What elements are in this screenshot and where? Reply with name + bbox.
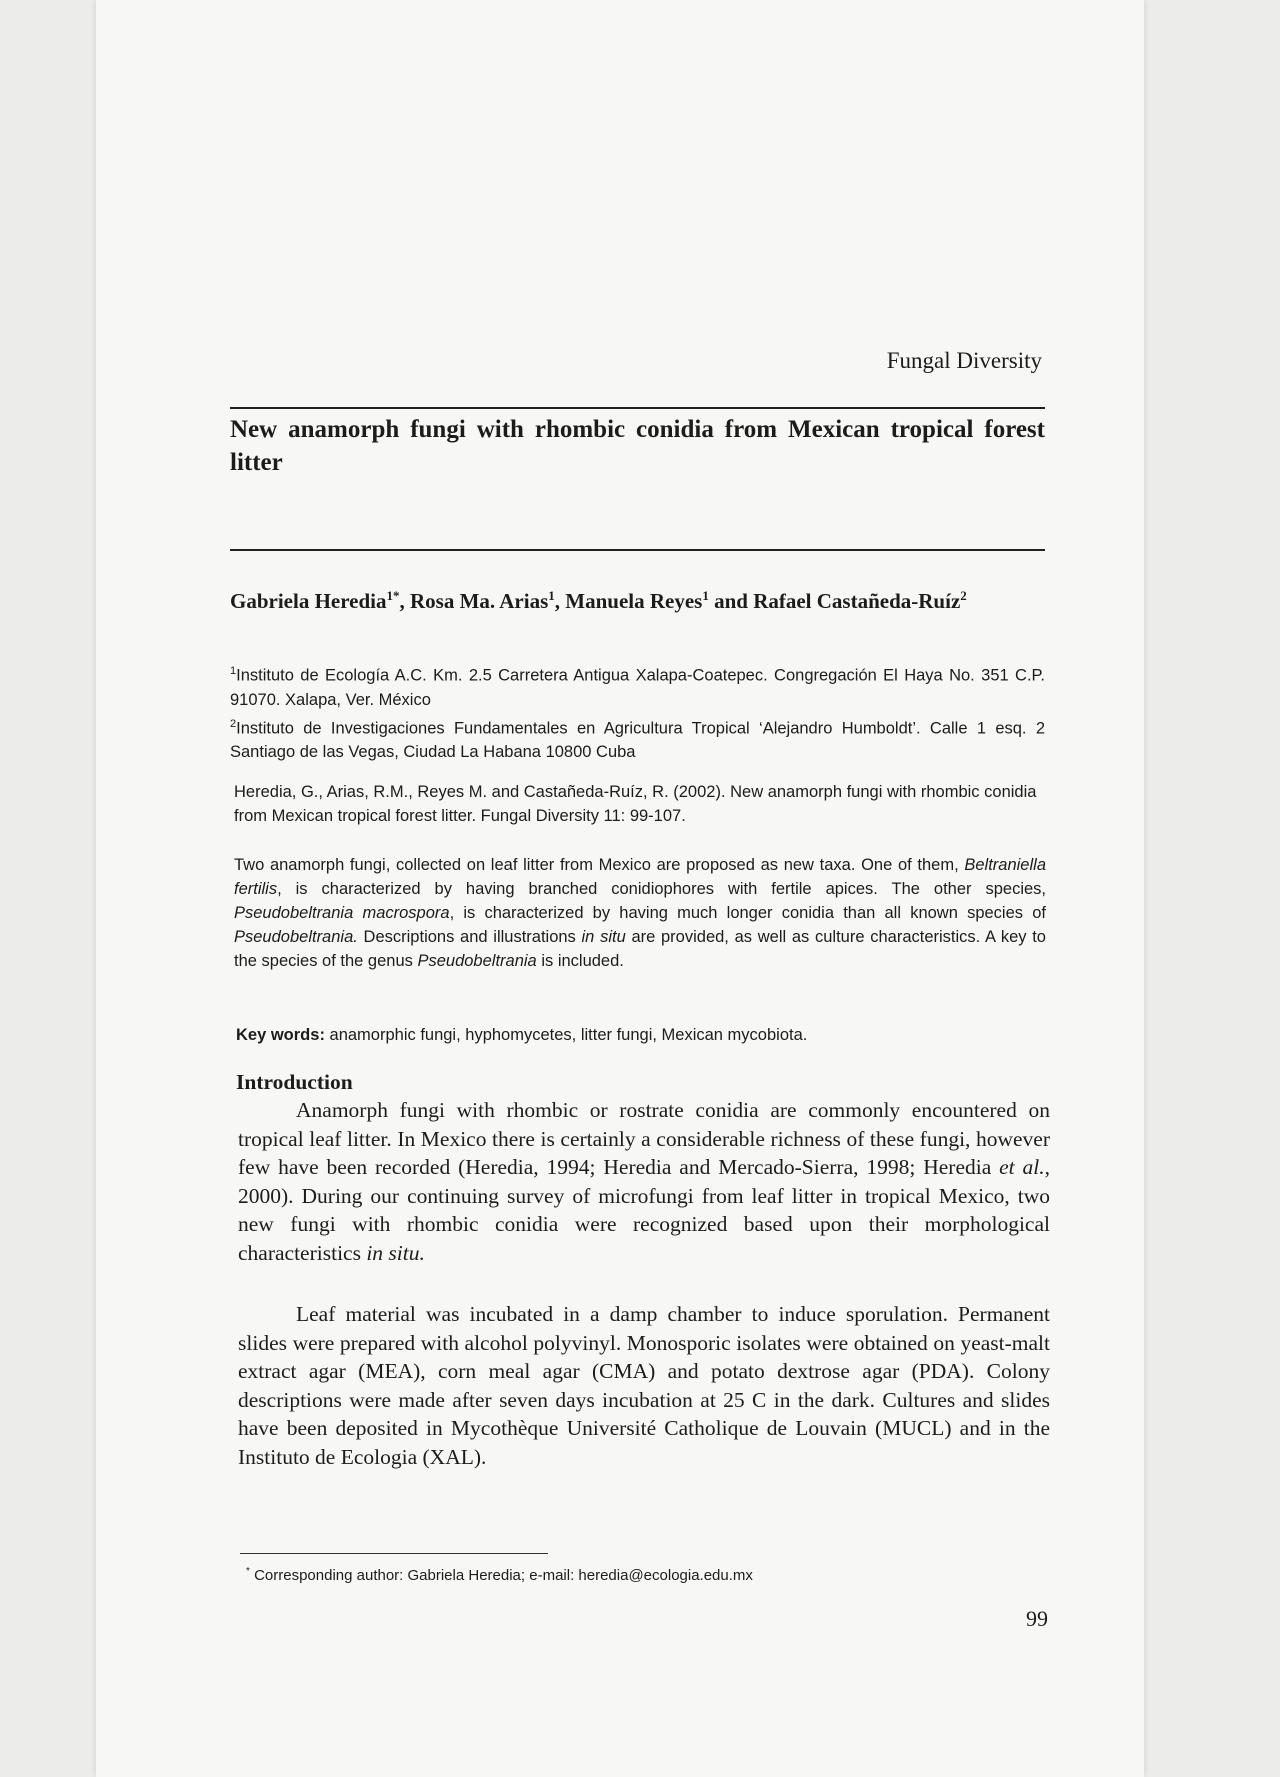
journal-name: Fungal Diversity bbox=[886, 348, 1042, 373]
section-heading-introduction: Introduction bbox=[236, 1070, 353, 1094]
author-name: Rafael Castañeda-Ruíz bbox=[753, 589, 961, 613]
affiliations bbox=[230, 659, 1045, 764]
author-affiliation-mark: 1 bbox=[548, 588, 555, 603]
footnote: * Corresponding author: Gabriela Heredia; e-mail: heredia@ecologia.edu.mx bbox=[246, 1566, 753, 1584]
author-name: Manuela Reyes bbox=[565, 589, 703, 613]
intro-paragraph-1: Anamorph fungi with rhombic or rostrate conidia are commonly encountered on tropical leaf litter. In Mexico there is certainly a considerable richness of these fungi, however few have been recorded (Heredia, 1994; Heredia and Mercado-Sierra, 1998; Heredia et al., 2000). During our continuing survey of microfungi from leaf litter in tropical Mexico, two new fungi with rhombic conidia were recognized based upon their morphological characteristics in situ. bbox=[238, 1098, 1050, 1265]
abstract: Two anamorph fungi, collected on leaf litter from Mexico are proposed as new taxa. One of them, Beltraniella fertilis, is characterized by having branched conidiophores with fertile apices. The other species, Pseudobeltrania macrospora, is characterized by having much longer conidia than all known species of Pseudobeltrania. Descriptions and illustrations in situ are provided, as well as culture characteristics. A key to the species of the genus Pseudobeltrania is included. bbox=[234, 856, 1046, 970]
keywords: Key words: anamorphic fungi, hyphomycetes, litter fungi, Mexican mycobiota. bbox=[236, 1026, 808, 1044]
author-affiliation-mark: 2 bbox=[960, 588, 967, 603]
title-top-rule bbox=[230, 407, 1045, 409]
affiliation-1: $^1$Instituto de Ecología A.C. Km. 2.5 Carretera Antigua Xalapa-Coatepec. Congregación El Haya No. 351 C.P. 91070. Xalapa, Ver. México bbox=[230, 665, 1045, 709]
affiliation-2: $^2$Instituto de Investigaciones Fundamentales en Agricultura Tropical ‘Alejandro Humboldt’. Calle 1 esq. 2 Santiago de las Vegas, Ciudad La Habana 10800 Cuba bbox=[230, 717, 1045, 761]
page-number: 99 bbox=[1026, 1606, 1048, 1631]
paper-title: New anamorph fungi with rhombic conidia from Mexican tropical forest litter bbox=[230, 416, 1045, 476]
author-affiliation-mark: 1 bbox=[702, 588, 709, 603]
keywords-label: Key words: bbox=[236, 1026, 325, 1044]
author-list: Gabriela Heredia$^{1*}$, Rosa Ma. Arias$^1$, Manuela Reyes$^1$ and Rafael Castañeda-Ruíz$^2$ bbox=[230, 588, 967, 613]
species-name: Beltraniella fertilis bbox=[234, 856, 1046, 898]
citation: Heredia, G., Arias, R.M., Reyes M. and Castañeda-Ruíz, R. (2002). New anamorph fungi with rhombic conidia from Mexican tropical forest litter. Fungal Diversity 11: 99-107. bbox=[234, 783, 1037, 825]
intro-paragraph-2: Leaf material was incubated in a damp chamber to induce sporulation. Permanent slides were prepared with alcohol polyvinyl. Monosporic isolates were obtained on yeast-malt extract agar (MEA), corn meal agar (CMA) and potato dextrose agar (PDA). Colony descriptions were made after seven days incubation at 25 C in the dark. Cultures and slides have been deposited in Mycothèque Université Catholique de Louvain (MUCL) and in the Instituto de Ecologia (XAL). bbox=[238, 1302, 1050, 1469]
author-affiliation-mark: 1* bbox=[386, 588, 400, 603]
footnote-rule bbox=[240, 1553, 548, 1554]
species-name: Pseudobeltrania macrospora bbox=[234, 904, 450, 922]
genus-name: Pseudobeltrania. bbox=[234, 928, 358, 946]
author-name: Gabriela Heredia bbox=[230, 589, 387, 613]
author-name: Rosa Ma. Arias bbox=[410, 589, 549, 613]
genus-name: Pseudobeltrania bbox=[417, 952, 537, 970]
title-bottom-rule bbox=[230, 549, 1045, 551]
